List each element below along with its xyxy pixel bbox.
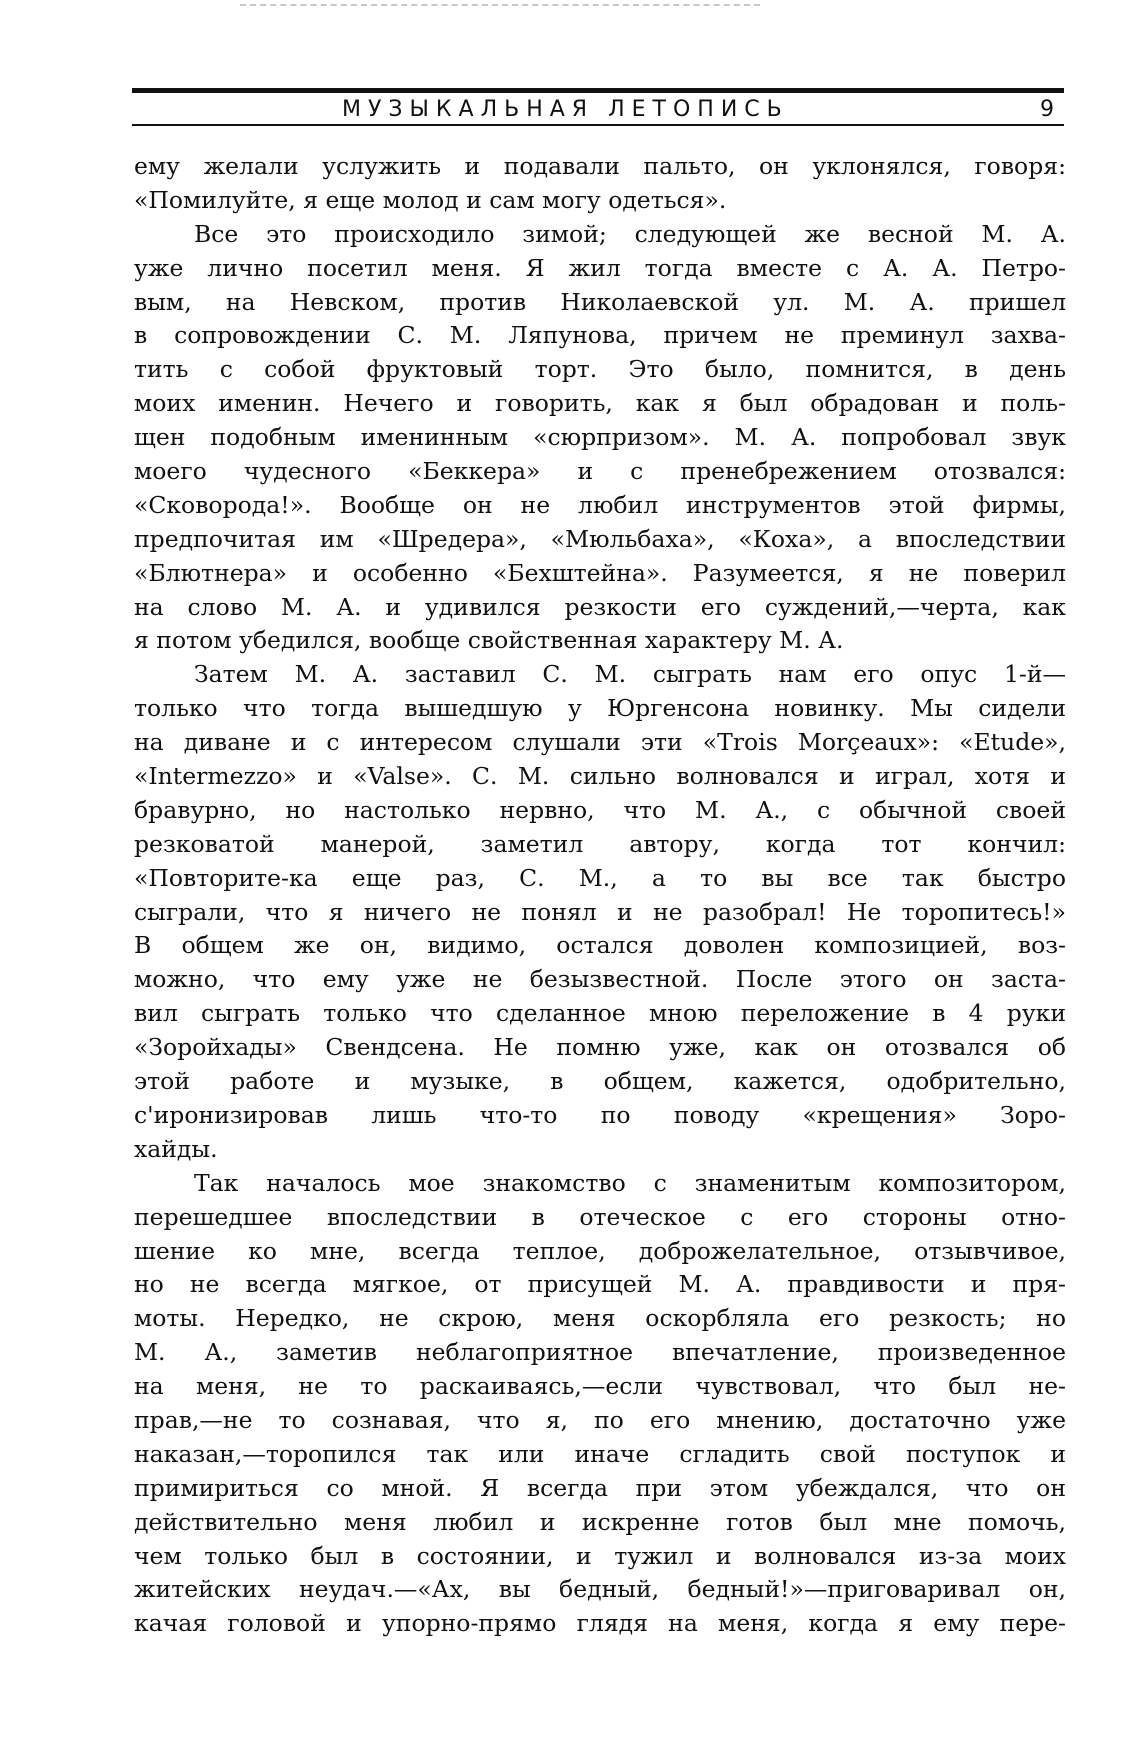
text-line: качая головой и упорно-прямо глядя на меня, когда я ему пере- — [134, 1609, 1066, 1638]
text-line: но не всегда мягкое, от присущей М. А. правдивости и пря- — [134, 1270, 1066, 1299]
text-line: моего чудесного «Беккера» и с пренебрежением отозвался: — [134, 457, 1066, 486]
text-line: Так началось мое знакомство с знаменитым композитором, — [194, 1168, 1066, 1197]
text-line: вым, на Невском, против Николаевской ул. М. А. пришел — [134, 287, 1066, 316]
text-line: на слово М. А. и удивился резкости его суждений,—черта, как — [134, 592, 1066, 621]
text-line: уже лично посетил меня. Я жил тогда вместе с А. А. Петро- — [134, 253, 1066, 282]
text-line: «Помилуйте, я еще молод и сам могу одеться». — [134, 185, 727, 214]
text-line: шение ко мне, всегда теплое, доброжелательное, отзывчивое, — [134, 1236, 1066, 1265]
text-line: на диване и с интересом слушали эти «Trois Morçeaux»: «Etude», — [134, 728, 1066, 757]
text-line: действительно меня любил и искренне готов был мне помочь, — [134, 1507, 1066, 1536]
text-line: «Зоройхады» Свендсена. Не помню уже, как он отозвался об — [134, 1033, 1066, 1062]
body-text — [134, 150, 1066, 1641]
text-line: прав,—не то сознавая, что я, по его мнению, достаточно уже — [134, 1405, 1066, 1434]
text-line: вил сыграть только что сделанное мною переложение в 4 руки — [134, 999, 1066, 1028]
text-line: В общем же он, видимо, остался доволен композицией, воз- — [134, 931, 1066, 960]
text-line: в сопровождении С. М. Ляпунова, причем не преминул захва- — [134, 321, 1066, 350]
text-line: «Блютнера» и особенно «Бехштейна». Разумеется, я не поверил — [134, 558, 1066, 587]
text-line: примириться со мной. Я всегда при этом убеждался, что он — [134, 1473, 1066, 1502]
text-line: можно, что ему уже не безызвестной. После этого он заста- — [134, 965, 1066, 994]
running-title: МУЗЫКАЛЬНАЯ ЛЕТОПИСЬ — [342, 97, 789, 122]
text-line: житейских неудач.—«Ах, вы бедный, бедный!»—приговаривал он, — [134, 1575, 1066, 1604]
text-line: М. А., заметив неблагоприятное впечатление, произведенное — [134, 1338, 1066, 1367]
text-line: «Повторите-ка еще раз, С. М., а то вы все так быстро — [134, 863, 1066, 892]
text-line: ему желали услужить и подавали пальто, он уклонялся, говоря: — [134, 152, 1066, 180]
text-line: бравурно, но настолько нервно, что М. А., с обычной своей — [134, 795, 1066, 824]
text-line: «Intermezzo» и «Valse». С. М. сильно волновался и играл, хотя и — [134, 762, 1066, 791]
text-line: наказан,—торопился так или иначе сгладить свой поступок и — [134, 1439, 1066, 1468]
text-line: этой работе и музыке, в общем, кажется, одобрительно, — [134, 1067, 1066, 1096]
page-number: 9 — [1040, 97, 1054, 122]
text-line: щен подобным именинным «сюрпризом». М. А. попробовал звук — [134, 423, 1066, 452]
text-line: хайды. — [134, 1134, 218, 1163]
text-line: сыграли, что я ничего не понял и не разобрал! Не торопитесь!» — [134, 897, 1066, 926]
text-line: чем только был в состоянии, и тужил и волновался из-за моих — [134, 1541, 1066, 1570]
text-line: «Сковорода!». Вообще он не любил инструментов этой фирмы, — [134, 490, 1066, 519]
text-line: только что тогда вышедшую у Юргенсона новинку. Мы сидели — [134, 694, 1066, 723]
text-line: предпочитая им «Шредера», «Мюльбаха», «Коха», а впоследствии — [134, 524, 1066, 553]
text-line: моих именин. Нечего и говорить, как я был обрадован и поль- — [134, 389, 1066, 418]
text-line: я потом убедился, вообще свойственная характеру М. А. — [134, 626, 844, 655]
text-line: тить с собой фруктовый торт. Это было, помнится, в день — [134, 355, 1066, 384]
text-line: с'иронизировав лишь что-то по поводу «крещения» Зоро- — [134, 1100, 1066, 1129]
header-rule-thin — [132, 124, 1064, 126]
page-header — [132, 88, 1064, 128]
text-line: резковатой манерой, заметил автору, когда тот кончил: — [134, 829, 1066, 858]
text-line: на меня, не то раскаиваясь,—если чувствовал, что был не- — [134, 1372, 1066, 1401]
scan-speckle — [240, 4, 760, 12]
header-rule-thick — [132, 88, 1064, 93]
text-line: моты. Нередко, не скрою, меня оскорбляла его резкость; но — [134, 1304, 1066, 1333]
text-line: Затем М. А. заставил С. М. сыграть нам его опус 1-й— — [194, 660, 1066, 689]
text-line: перешедшее впоследствии в отеческое с его стороны отно- — [134, 1202, 1066, 1231]
text-line: Все это происходило зимой; следующей же весной М. А. — [194, 219, 1066, 248]
